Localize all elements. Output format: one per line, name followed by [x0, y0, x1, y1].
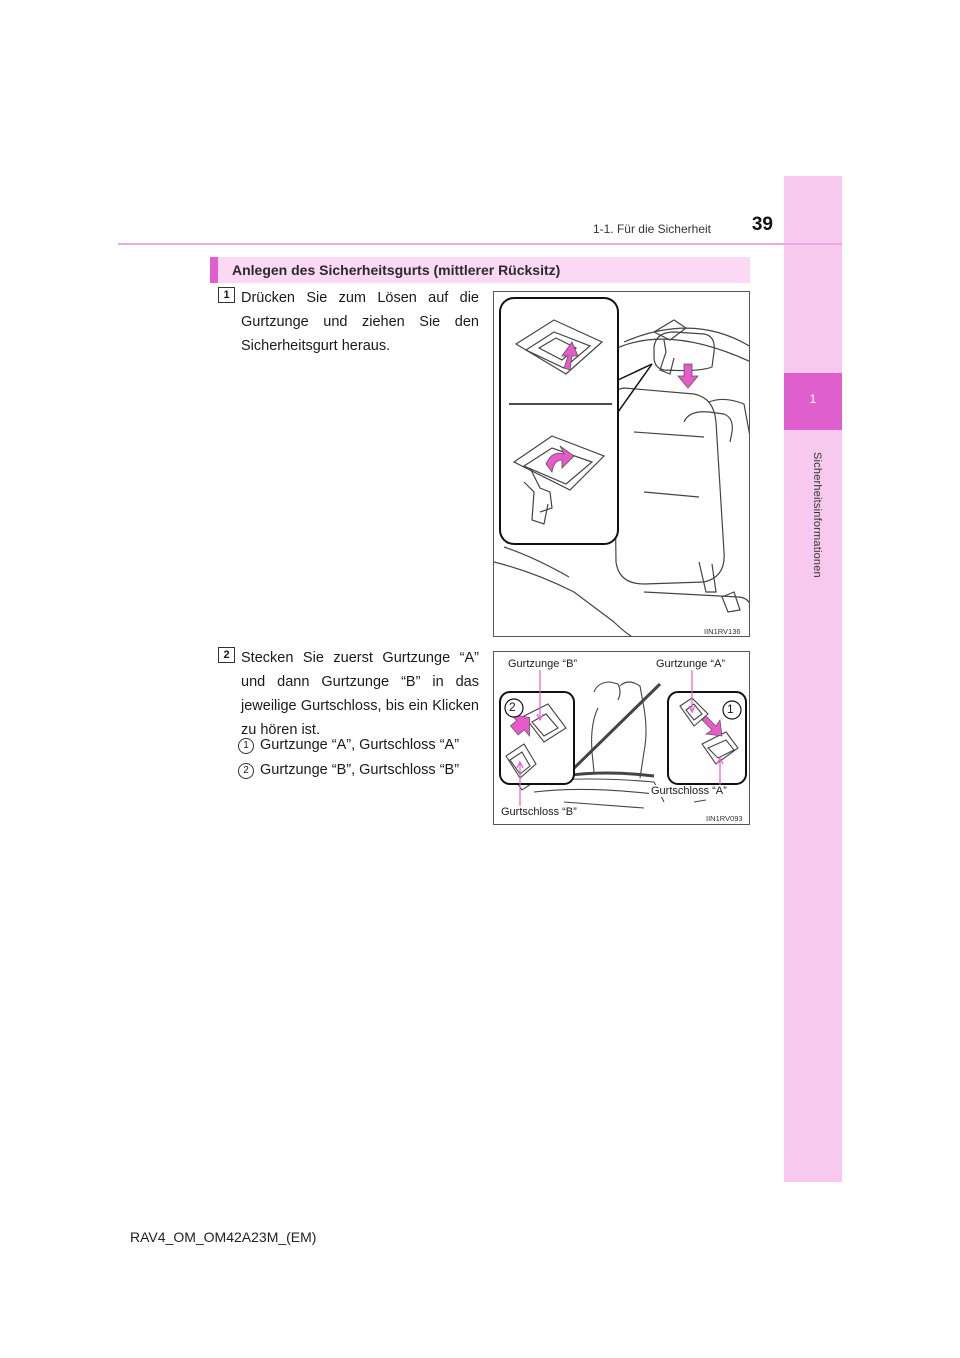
step-number-2: 2 [218, 647, 235, 663]
side-tab-label: Sicherheitsinformationen [811, 452, 823, 578]
page-number: 39 [751, 214, 773, 235]
sub-item-2-text: Gurtzunge “B”, Gurtschloss “B” [260, 762, 460, 778]
callout-1: 1 [727, 702, 734, 716]
section-title: Anlegen des Sicherheitsgurts (mittlerer Rücksitz) [232, 262, 561, 278]
rear-seat-belt-illustration [494, 292, 750, 637]
chapter-title: 1-1. Für die Sicherheit [592, 222, 711, 236]
step-2-text: Stecken Sie zuerst Gurtzunge “A” und dann Gurtzunge “B” in das jeweilige Gurtschloss, bis ein Klicken zu hören ist. [241, 650, 479, 738]
figure-1-code: IIN1RV136 [704, 627, 741, 636]
document-code: RAV4_OM_OM42A23M_(EM) [130, 1229, 317, 1245]
buckle-insertion-illustration [494, 652, 750, 825]
sub-item-1-number: 1 [238, 738, 254, 754]
label-tongue-b: Gurtzunge “B” [508, 658, 578, 670]
label-tongue-a: Gurtzunge “A” [656, 658, 726, 670]
side-tab-number: 1 [784, 373, 842, 430]
figure-rear-seat-belt-release [493, 291, 750, 637]
sub-item-2-number: 2 [238, 763, 254, 779]
label-buckle-b: Gurtschloss “B” [501, 806, 577, 818]
side-tab [784, 176, 842, 1182]
label-buckle-a: Gurtschloss “A” [651, 785, 727, 797]
section-header [210, 257, 750, 283]
step-1-text: Drücken Sie zum Lösen auf die Gurtzunge und ziehen Sie den Sicherheitsgurt heraus. [241, 290, 479, 354]
figure-buckle-insertion [493, 651, 750, 825]
figure-2-code: IIN1RV093 [706, 814, 743, 823]
step-number-1: 1 [218, 287, 235, 303]
callout-2: 2 [509, 700, 516, 714]
header-rule [118, 243, 842, 245]
sub-item-1-text: Gurtzunge “A”, Gurtschloss “A” [260, 737, 460, 753]
